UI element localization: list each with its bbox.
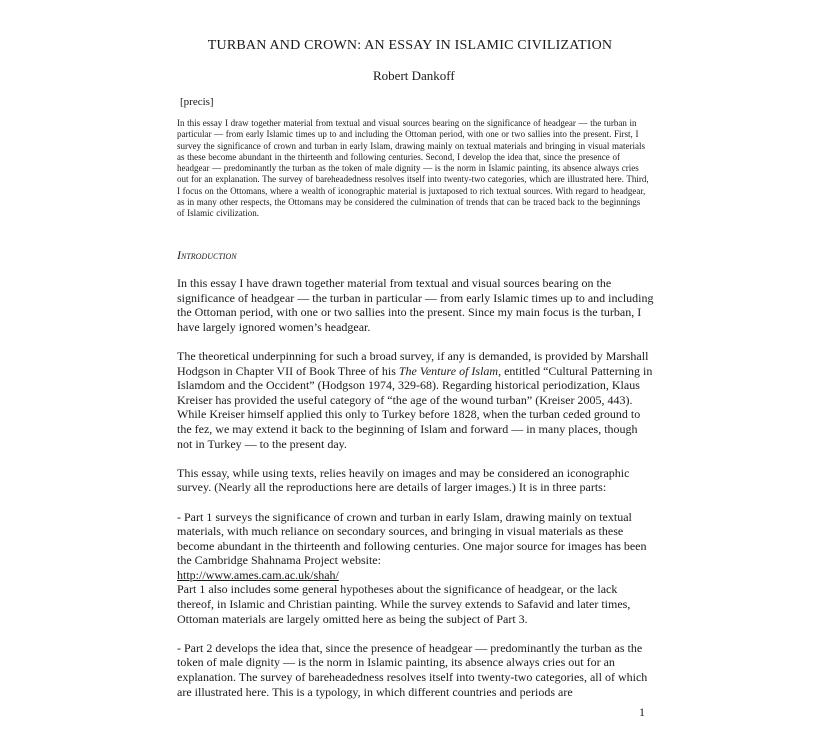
paragraph: In this essay I have drawn together material from textual and visual sources bearing on the significance of headgear — the turban in particular — from early Islamic times up to and including the Ottoman period, with one or two sallies into the present. Since my main focus is the turban, I have largely ignored women’s headgear. [177, 276, 654, 334]
paragraph [177, 349, 655, 451]
page-number: 1 [639, 705, 645, 719]
precis-label: [precis] [180, 96, 214, 108]
document-title: TURBAN AND CROWN: AN ESSAY IN ISLAMIC CIVILIZATION [207, 38, 613, 53]
paragraph-text: - Part 1 surveys the significance of crown and turban in early Islam, drawing mainly on textual materials, with much reliance on secondary sources, and bringing in visual materials as these become abundant in the thirteenth and following centuries. One major source for images has been the Cambridge Shahnama Project website: [177, 509, 647, 568]
paragraph-text: The theoretical underpinning for such a broad survey, if any is demanded, is provided by Marshall Hodgson in Chapter VII of Book Three of his [177, 348, 649, 378]
paragraph-text: Part 1 also includes some general hypotheses about the significance of headgear, or the lack thereof, in Islamic and Christian painting. While the survey extends to Safavid and later times, Ottoman materials are largely omitted here as being the subject of Part 3. [177, 582, 631, 626]
author-name: Robert Dankoff [373, 68, 455, 83]
paragraph: - Part 2 develops the idea that, since the presence of headgear — predominantly the turban as the token of male dignity — is the norm in Islamic painting, its absence always cries out for an explanation. The survey of bareheadedness resolves itself into twenty-two categories, all of which are illustrated here. This is a typology, in which different countries and periods are [177, 640, 648, 699]
paragraph-text: , entitled “Cultural Patterning in Islamdom and the Occident” (Hodgson 1974, 329-68). Regarding historical periodization, Klaus Kreiser has provided the useful category of “the age of the wound turban” (Kreiser 2005, 443). While Kreiser himself applied this only to Turkey before 1828, when the turban ceded ground to the fez, we may extend it back to the beginning of Islam and forward — in many places, though not in Turkey — to the present day. [177, 363, 653, 451]
book-title: The Venture of Islam [398, 363, 499, 378]
shahnama-link[interactable]: http://www.ames.cam.ac.uk/shah/ [177, 567, 339, 582]
paragraph [177, 510, 655, 627]
paragraph: This essay, while using texts, relies heavily on images and may be considered an iconographic survey. (Nearly all the reproductions here are details of larger images.) It is in three parts: [177, 465, 630, 495]
body-text [177, 276, 655, 714]
precis-abstract: In this essay I draw together material from textual and visual sources bearing on the significance of headgear — the turban in particular — from early Islamic times up to and including the Ottoman period, with one or two sallies into the present. First, I survey the significance of crown and turban in early Islam, drawing mainly on textual materials and bringing in visual materials as these become abundant in the thirteenth and following centuries. Second, I develop the idea that, since the presence of headgear — predominantly the turban as the token of male dignity — is the norm in Islamic painting, its absence always cries out for an explanation. The survey of bareheadedness resolves itself into twenty-two categories, which are illustrated here. Third, I focus on the Ottomans, where a wealth of iconographic material is juxtaposed to rich textual sources. With regard to headgear, as in many other respects, the Ottomans may be considered the culmination of trends that can be traced back to the beginnings of Islamic civilization. [177, 118, 649, 219]
section-heading: Introduction [177, 248, 237, 262]
